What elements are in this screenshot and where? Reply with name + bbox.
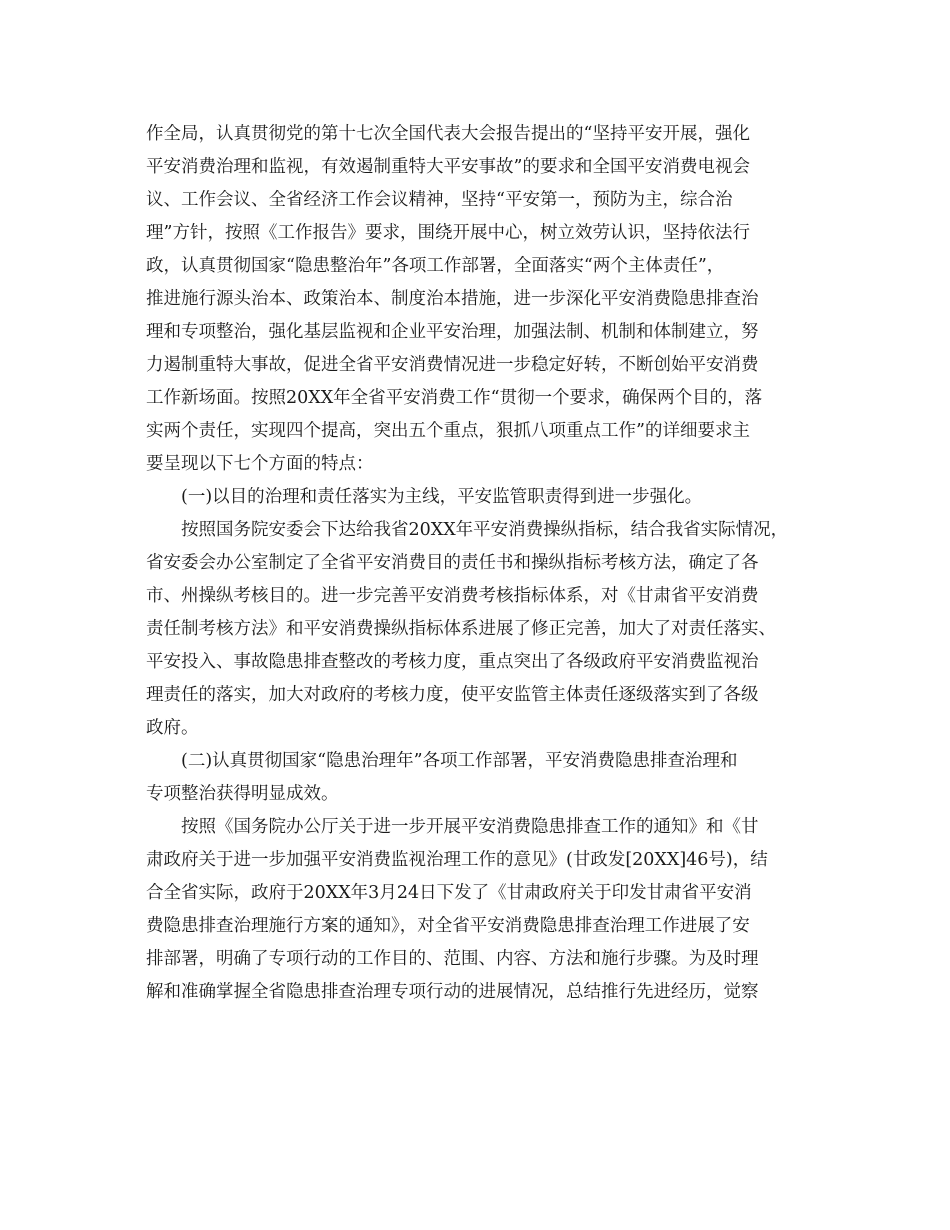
text-line: 市、州操纵考核目的。进一步完善平安消费考核指标体系，对《甘肃省平安消费 — [146, 586, 759, 606]
text-line: 费隐患排查治理施行方案的通知》，对全省平安消费隐患排查治理工作进展了安 — [146, 916, 750, 936]
text-line: 政，认真贯彻国家“隐患整治年”各项工作部署，全面落实“两个主体责任”， — [146, 256, 725, 276]
document-body — [146, 118, 822, 1009]
text-line: 解和准确掌握全省隐患排查治理专项行动的进展情况，总结推行先进经历，觉察 — [146, 982, 759, 1002]
text-line: 理责任的落实，加大对政府的考核力度，使平安监管主体责任逐级落实到了各级 — [146, 685, 759, 705]
text-line: 按照《国务院办公厅关于进一步开展平安消费隐患排查工作的通知》和《甘 — [181, 817, 759, 837]
text-line: 排部署，明确了专项行动的工作目的、范围、内容、方法和施行步骤。为及时理 — [146, 949, 759, 969]
text-line: 理”方针，按照《工作报告》要求，围绕开展中心，树立效劳认识，坚持依法行 — [146, 223, 750, 243]
text-line: (二)认真贯彻国家“隐患治理年”各项工作部署，平安消费隐患排查治理和 — [181, 751, 738, 771]
text-line: 理和专项整治，强化基层监视和企业平安治理，加强法制、机制和体制建立，努 — [146, 322, 759, 342]
text-line: 平安投入、事故隐患排查整改的考核力度，重点突出了各级政府平安消费监视治 — [146, 652, 759, 672]
text-line: 省安委会办公室制定了全省平安消费目的责任书和操纵指标考核方法，确定了各 — [146, 553, 759, 573]
text-line: 责任制考核方法》和平安消费操纵指标体系进展了修正完善，加大了对责任落实、 — [146, 619, 776, 639]
text-line: 合全省实际，政府于20XX年3月24日下发了《甘肃政府关于印发甘肃省平安消 — [146, 883, 752, 903]
text-line: 专项整治获得明显成效。 — [146, 784, 339, 804]
text-line: 力遏制重特大事故，促进全省平安消费情况进一步稳定好转，不断创始平安消费 — [146, 355, 759, 375]
text-line: 推进施行源头治本、政策治本、制度治本措施，进一步深化平安消费隐患排查治 — [146, 289, 759, 309]
text-line: 议、工作会议、全省经济工作会议精神，坚持“平安第一，预防为主，综合治 — [146, 190, 733, 210]
text-line: 政府。 — [146, 718, 199, 738]
text-line: 要呈现以下七个方面的特点： — [146, 454, 374, 474]
text-line: 平安消费治理和监视，有效遏制重特大平安事故”的要求和全国平安消费电视会 — [146, 157, 750, 177]
text-line: 实两个责任，实现四个提高，突出五个重点，狠抓八项重点工作”的详细要求主 — [146, 421, 750, 441]
text-line: 肃政府关于进一步加强平安消费监视治理工作的意见》(甘政发[20XX]46号)，结 — [146, 850, 768, 870]
text-line: 作全局，认真贯彻党的第十七次全国代表大会报告提出的“坚持平安开展，强化 — [146, 124, 750, 144]
text-line: 按照国务院安委会下达给我省20XX年平安消费操纵指标，结合我省实际情况， — [181, 520, 789, 540]
text-line: 工作新场面。按照20XX年全省平安消费工作“贯彻一个要求，确保两个目的，落 — [146, 388, 763, 408]
text-line: (一)以目的治理和责任落实为主线，平安监管职责得到进一步强化。 — [181, 487, 703, 507]
